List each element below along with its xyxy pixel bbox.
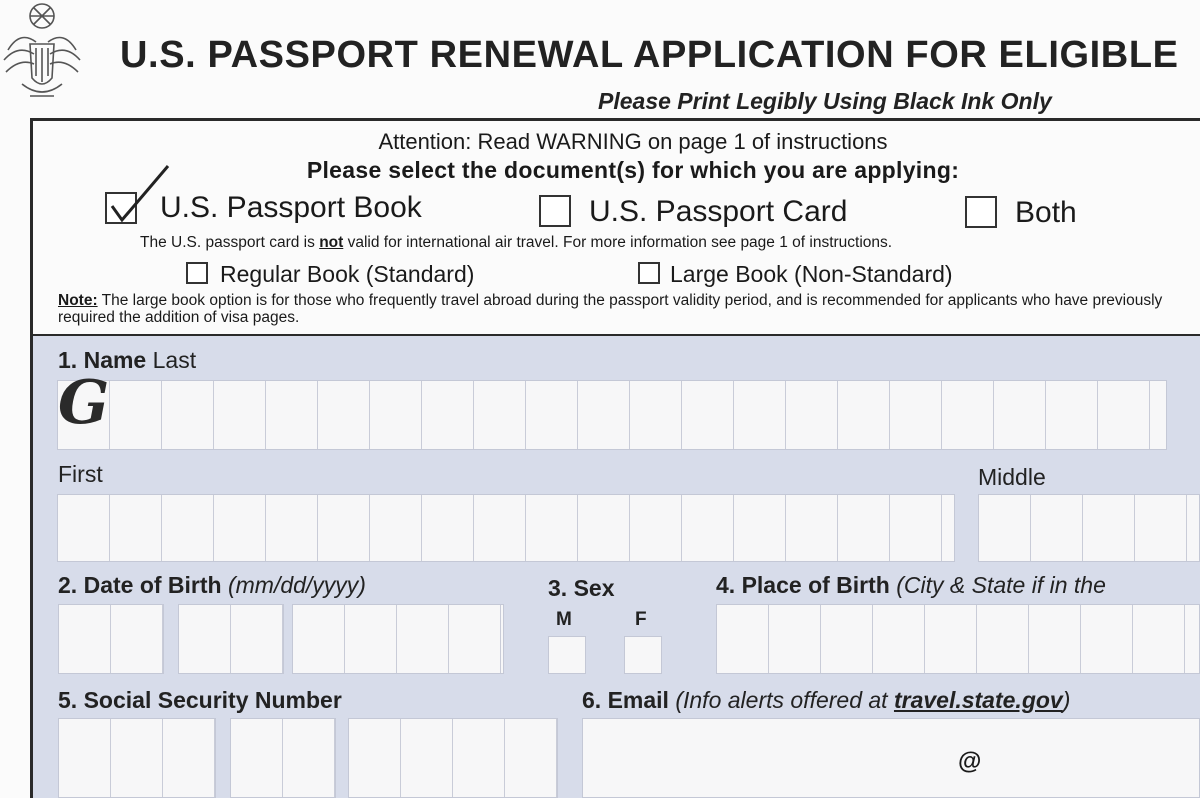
sex-label: 3. Sex: [548, 575, 615, 601]
dob-month-field[interactable]: [58, 604, 164, 674]
form-title: U.S. PASSPORT RENEWAL APPLICATION FOR ELIGIBLE: [120, 34, 1179, 76]
us-great-seal-icon: [0, 0, 96, 108]
sex-m-label: M: [556, 609, 572, 630]
passport-card-notice: The U.S. passport card is not valid for international air travel. For more information see page 1 of instructions.: [140, 234, 893, 251]
ssn-part3-field[interactable]: [348, 718, 558, 798]
last-name-field[interactable]: [57, 380, 1167, 450]
date-of-birth-label: 2. Date of Birth (mm/dd/yyyy): [58, 572, 366, 598]
dob-day-field[interactable]: [178, 604, 284, 674]
regular-book-label: Regular Book (Standard): [220, 261, 475, 287]
large-book-label: Large Book (Non-Standard): [670, 261, 953, 287]
first-name-field[interactable]: [57, 494, 955, 562]
last-name-handwritten-value: G: [58, 368, 110, 438]
sex-f-box[interactable]: [624, 636, 662, 674]
name-label: 1. Name Last: [58, 347, 197, 373]
regular-book-checkbox[interactable]: [186, 262, 208, 284]
attention-text: Attention: Read WARNING on page 1 of instructions: [378, 129, 888, 154]
email-at-sign: @: [958, 748, 982, 775]
ssn-part2-field[interactable]: [230, 718, 336, 798]
both-label: Both: [1015, 196, 1077, 229]
place-of-birth-label: 4. Place of Birth (City & State if in the: [716, 572, 1106, 598]
select-document-prompt: Please select the document(s) for which you are applying:: [306, 157, 960, 183]
ssn-label: 5. Social Security Number: [58, 687, 342, 713]
sex-f-label: F: [635, 609, 647, 630]
sex-m-box[interactable]: [548, 636, 586, 674]
form-subtitle: Please Print Legibly Using Black Ink Only: [598, 88, 1052, 114]
large-book-checkbox[interactable]: [638, 262, 660, 284]
first-name-label: First: [58, 461, 103, 487]
middle-name-field[interactable]: [978, 494, 1200, 562]
both-checkbox[interactable]: [965, 196, 997, 228]
email-label: 6. Email (Info alerts offered at travel.state.gov): [582, 687, 1071, 713]
large-book-note: Note: The large book option is for those who frequently travel abroad during the passport validity period, and is recommended for applicants who have previously required the addition of visa pages.: [58, 292, 1163, 326]
passport-book-label: U.S. Passport Book: [160, 191, 422, 224]
place-of-birth-field[interactable]: [716, 604, 1200, 674]
middle-name-label: Middle: [978, 464, 1046, 490]
passport-card-checkbox[interactable]: [539, 195, 571, 227]
ssn-part1-field[interactable]: [58, 718, 216, 798]
dob-year-field[interactable]: [292, 604, 504, 674]
passport-card-label: U.S. Passport Card: [589, 195, 848, 228]
travel-state-gov-link[interactable]: travel.state.gov: [893, 687, 1063, 713]
email-field[interactable]: [582, 718, 1200, 798]
